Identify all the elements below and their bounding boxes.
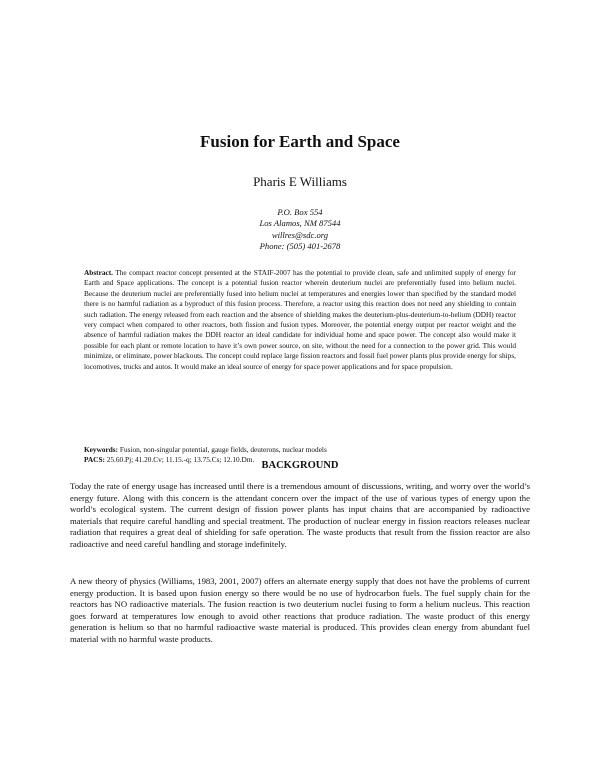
paper-title: Fusion for Earth and Space [200, 132, 400, 151]
body-paragraph-2: A new theory of physics (Williams, 1983, 2001, 2007) offers an alternate energy supply that does not have the problems of current energy production. It is based upon fusion energy so there would be no use of hydrocarbon fuels. The fuel supply chain for the reactors has NO radioactive materials. The fusion reaction is two deuterium nuclei fusing to form a helium nucleus. This reaction goes forward at temperatures low enough to avoid other reactions that produce radiation. The waste product of this energy generation is helium so that no harmful radioactive waste material is produced. This provides clean energy from abundant fuel material with no harmful waste products. [70, 576, 530, 644]
abstract-label: Abstract. [84, 268, 113, 277]
affiliation-po-box: P.O. Box 554 [277, 207, 323, 217]
author-affiliation [0, 207, 600, 253]
keywords-text: Fusion, non-singular potential, gauge fields, deuterons, nuclear models [119, 445, 327, 454]
affiliation-phone: Phone: (505) 401-2678 [259, 241, 341, 252]
affiliation-city: Los Alamos, NM 87544 [259, 218, 341, 229]
pacs-label: PACS: [84, 455, 105, 464]
pacs-text: 25.60.Pj; 41.20.Cv; 11.15.-q; 13.75.Cs; 12.10.Dm. [106, 455, 255, 464]
abstract [84, 268, 516, 372]
keywords-label: Keywords: [84, 445, 119, 454]
section-heading-background: BACKGROUND [261, 460, 339, 471]
affiliation-email: willres@sdc.org [271, 229, 329, 240]
abstract-text: The compact reactor concept presented at the STAIF-2007 has the potential to provide clean, safe and unlimited supply of energy for Earth and Space applications. The concept is a potential fusion reactor wherein deuterium nuclei are preferentially fused into helium nuclei. Because the deuterium nuclei are preferentially fused into helium nuclei at temperatures and energies lower than specified by the standard model there is no harmful radiation as a byproduct of this fusion process. Therefore, a reactor using this reaction does not need any shielding to contain such radiation. The energy released from each reaction and the absence of shielding makes the deuterium-plus-deuterium-to-helium (DDH) reactor very compact when compared to other reactors, both fission and fusion types. Moreover, the potential energy output per reactor weight and the absence of harmful radiation makes the DDH reactor an ideal candidate for individual home and space power. The concept also would make it possible for each plant or remote location to have it’s own power source, on site, without the need for a connection to the power grid. This would minimize, or eliminate, power blackouts. The concept could replace large fission reactors and fossil fuel power plants plus provide energy for ships, locomotives, trucks and autos. It would make an ideal source of energy for space power applications and for space propulsion. [84, 268, 516, 371]
keywords-line [84, 445, 516, 455]
body-paragraph-1: Today the rate of energy usage has increased until there is a tremendous amount of discussions, writing, and worry over the world’s energy future. Along with this concern is the attendant concern over the impact of the use of various types of energy upon the world’s ecological system. The current design of fission power plants has input chains that are accompanied by radioactive materials that require careful handling and special treatment. The production of nuclear energy in fission reactors releases nuclear radiation that requires a great deal of shielding for safe operation. The waste products that result from the fission reactor are also radioactive and need careful handling and storage indefinitely. [70, 481, 530, 549]
author-name: Pharis E Williams [253, 174, 347, 189]
